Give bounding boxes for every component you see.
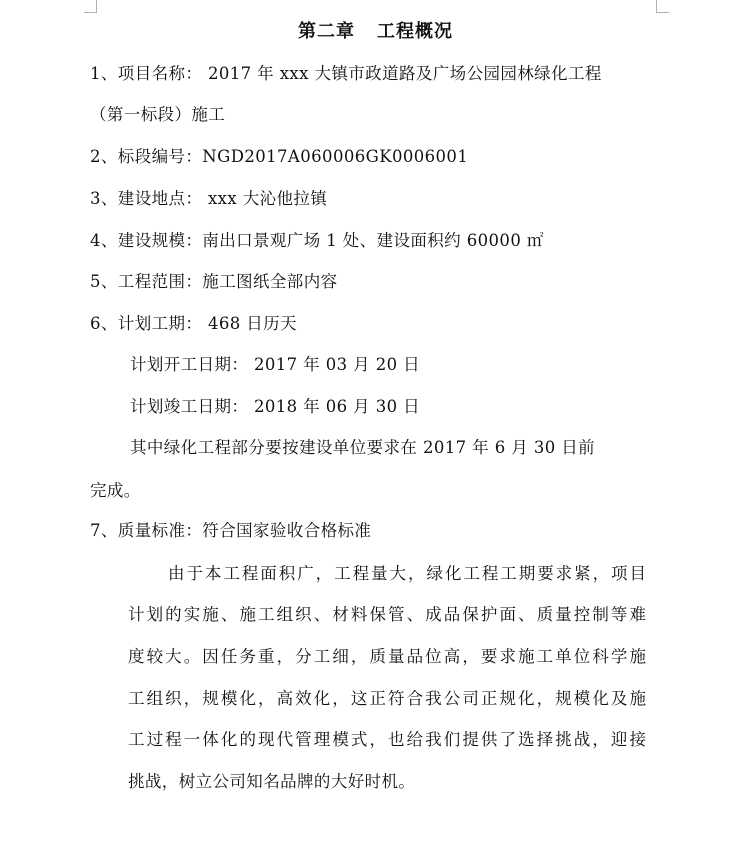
page-corner-mark-right bbox=[656, 0, 669, 13]
section-number: 2、标段编号：NGD2017A060006GK0006001 bbox=[90, 147, 469, 166]
planned-start-date: 计划开工日期： 2017 年 03 月 20 日 bbox=[130, 355, 421, 374]
project-name-line2: （第一标段）施工 bbox=[90, 105, 226, 124]
construction-location: 3、建设地点： xxx 大沁他拉镇 bbox=[90, 189, 328, 208]
quality-standard: 7、质量标准：符合国家验收合格标准 bbox=[90, 521, 372, 540]
chapter-heading: 工程概况 bbox=[377, 21, 453, 42]
page-corner-mark-left bbox=[84, 0, 97, 13]
greening-note-line2: 完成。 bbox=[90, 481, 141, 500]
chapter-number: 第二章 bbox=[298, 21, 355, 42]
greening-note-line1: 其中绿化工程部分要按建设单位要求在 2017 年 6 月 30 日前 bbox=[130, 438, 596, 457]
paragraph-line: 工过程一体化的现代管理模式，也给我们提供了选择挑战，迎接 bbox=[128, 730, 646, 749]
project-name-line1: 1、项目名称： 2017 年 xxx 大镇市政道路及广场公园园林绿化工程 bbox=[90, 64, 602, 83]
chapter-title bbox=[0, 20, 751, 44]
paragraph-line: 工组织，规模化，高效化，这正符合我公司正规化，规模化及施 bbox=[128, 689, 646, 708]
paragraph-line: 计划的实施、施工组织、材料保管、成品保护面、质量控制等难 bbox=[128, 605, 646, 624]
paragraph-line: 挑战，树立公司知名品牌的大好时机。 bbox=[128, 772, 416, 791]
paragraph-line: 度较大。因任务重，分工细，质量品位高，要求施工单位科学施 bbox=[128, 647, 646, 666]
paragraph-line: 由于本工程面积广，工程量大，绿化工程工期要求紧，项目 bbox=[168, 564, 646, 583]
planned-duration: 6、计划工期： 468 日历天 bbox=[90, 314, 297, 333]
project-scope: 5、工程范围：施工图纸全部内容 bbox=[90, 272, 338, 291]
planned-end-date: 计划竣工日期： 2018 年 06 月 30 日 bbox=[130, 397, 421, 416]
construction-scale: 4、建设规模：南出口景观广场 1 处、建设面积约 60000 ㎡ bbox=[90, 231, 544, 250]
